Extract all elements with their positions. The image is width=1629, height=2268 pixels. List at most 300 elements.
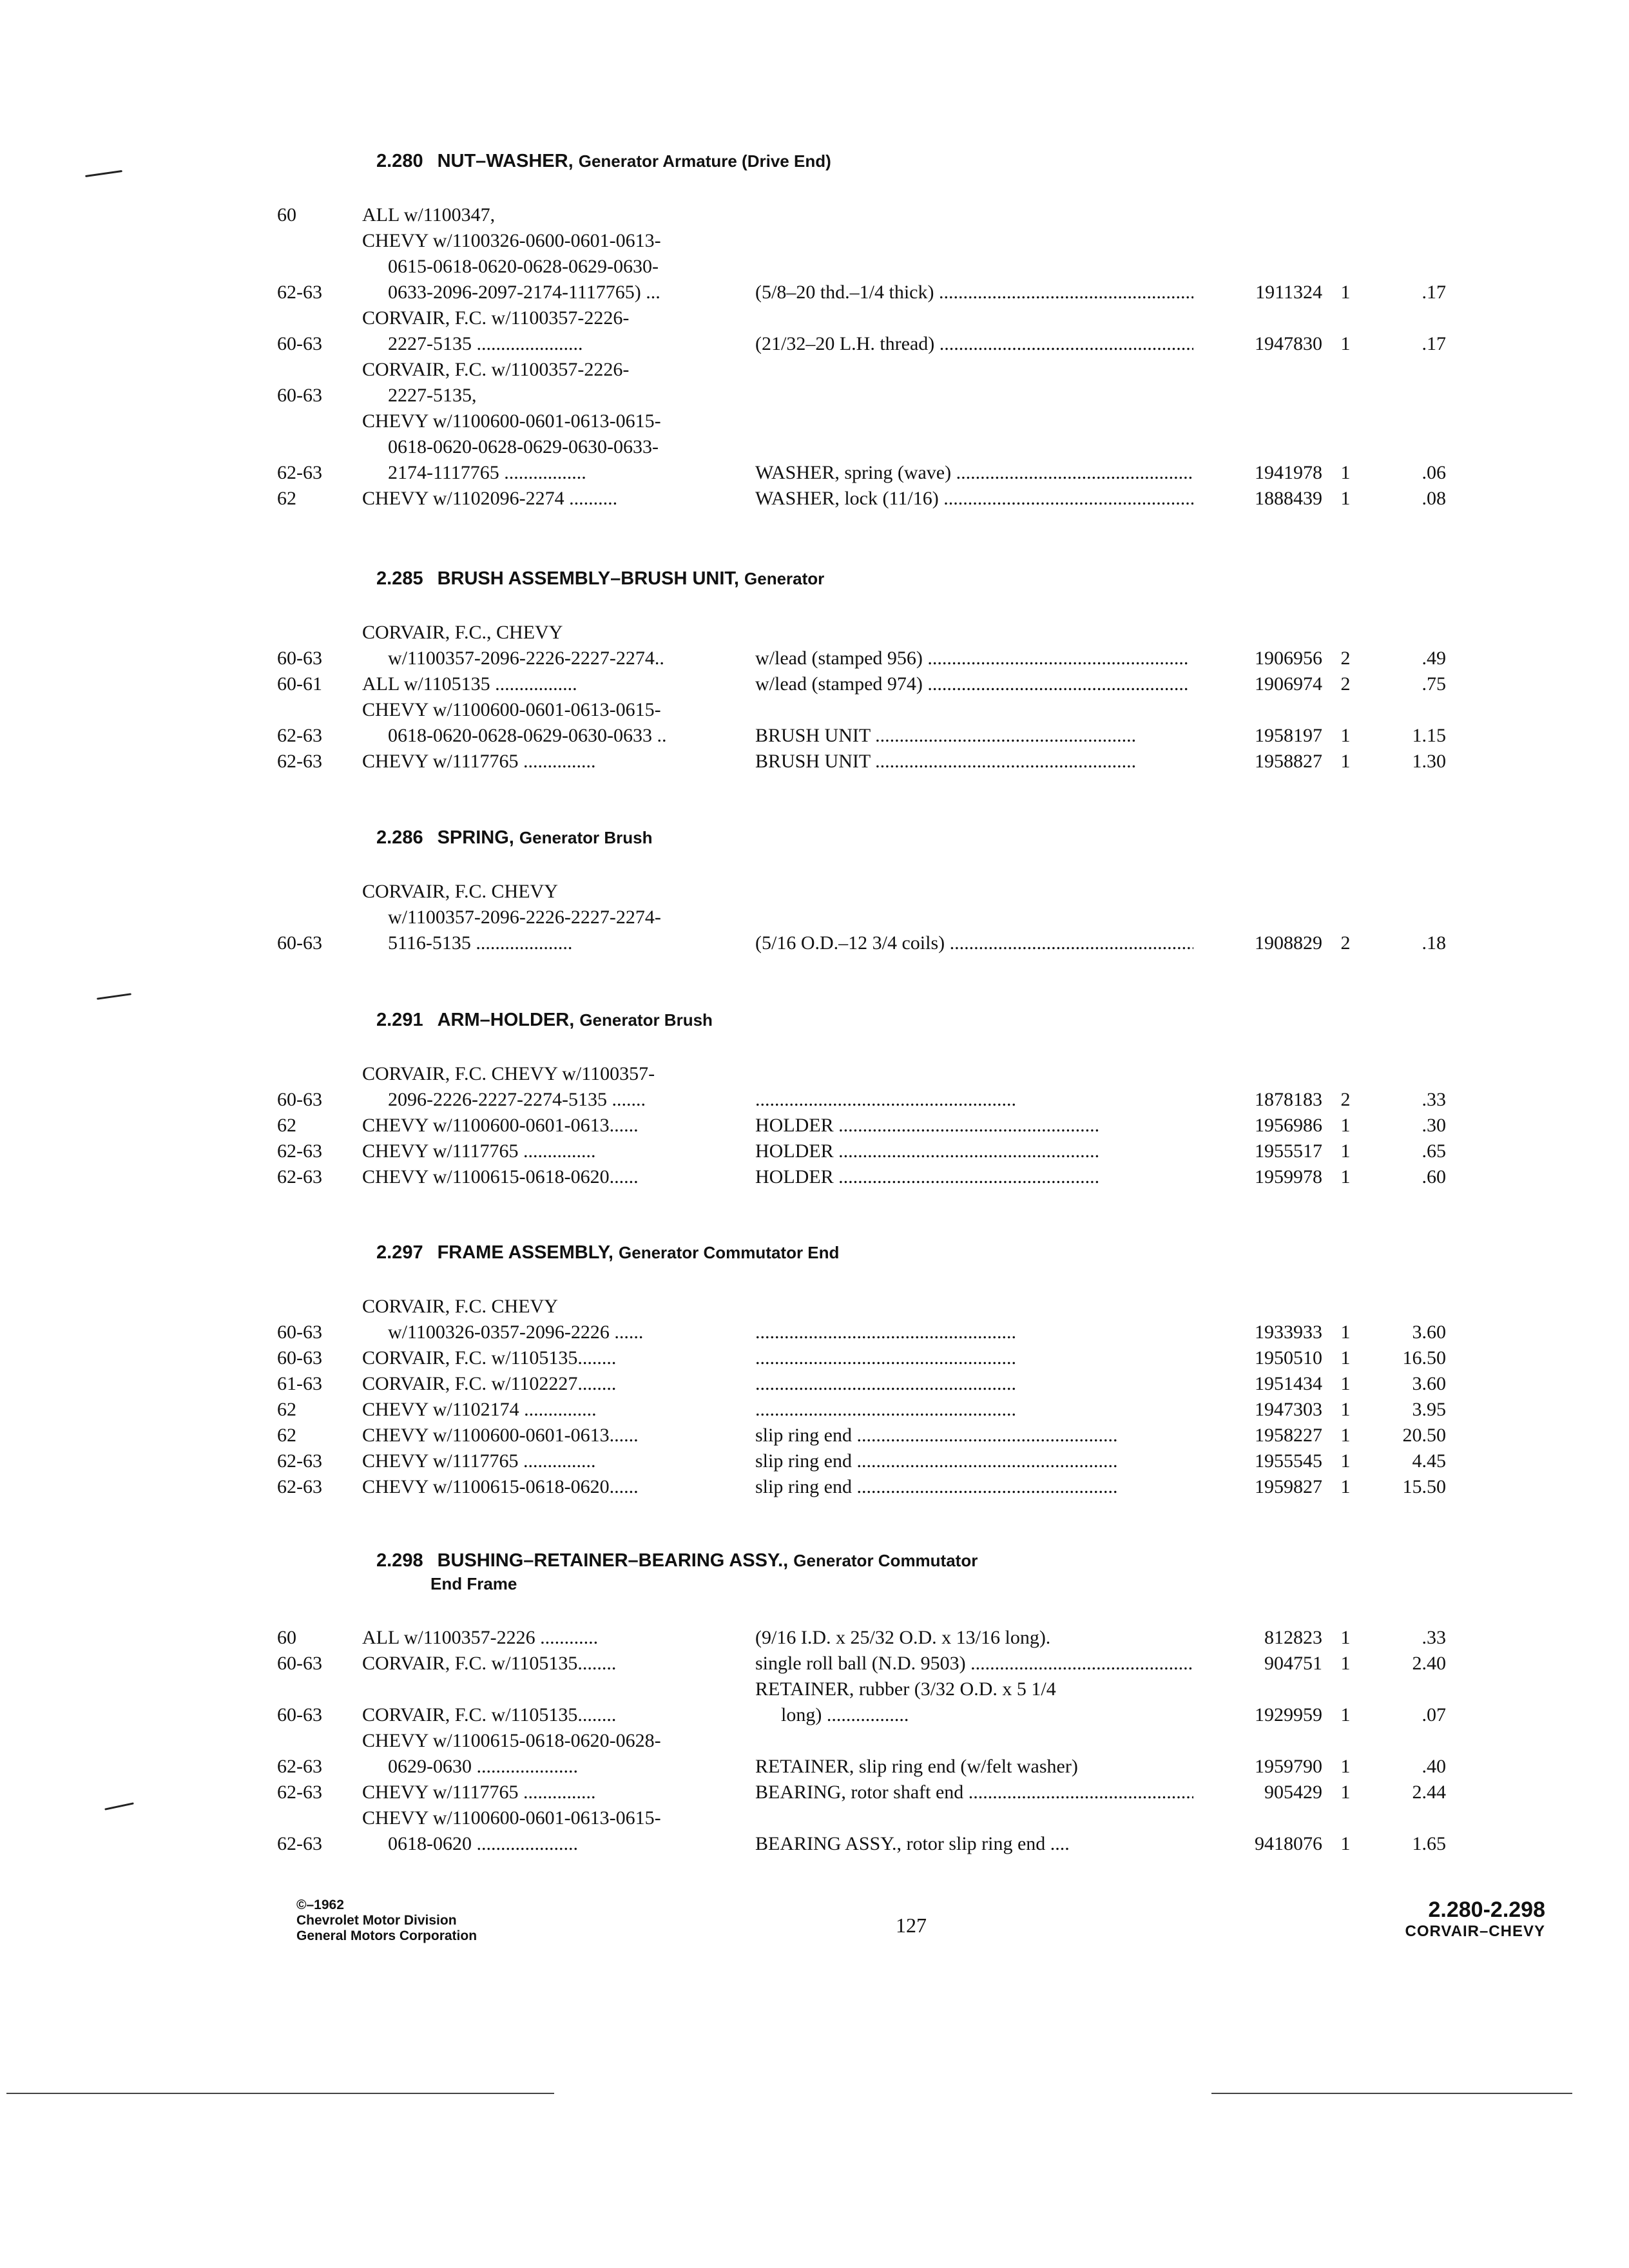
table-row [277, 1294, 1534, 1345]
description-text: (9/16 I.D. x 25/32 O.D. x 13/16 long). [755, 1627, 1051, 1648]
parts-table [277, 1294, 1534, 1500]
model-years: 60-63 [277, 333, 322, 354]
table-row [277, 486, 1534, 512]
model-years: 62-63 [277, 1782, 322, 1803]
application [362, 408, 755, 486]
application [362, 1805, 755, 1857]
description-text [755, 1397, 1193, 1423]
page-number: 127 [896, 1914, 927, 1937]
part-number: 9418076 [1255, 1833, 1322, 1854]
application-line: 2227-5135 ...................... [388, 333, 583, 354]
table-row [277, 1061, 1534, 1113]
model-years: 62 [277, 1115, 296, 1136]
section-subtitle: Generator Brush [519, 828, 653, 847]
quantity: 2 [1340, 932, 1351, 954]
application-line: ALL w/1100357-2226 ............ [362, 1627, 599, 1648]
description-text: HOLDER ..... [755, 1113, 1193, 1139]
price: 16.50 [1402, 1347, 1446, 1369]
description [755, 1113, 1206, 1139]
part-number: 1959827 [1255, 1476, 1322, 1497]
description-text: slip ring end ..... [755, 1474, 1193, 1500]
section-subtitle-continued: End Frame [430, 1574, 517, 1593]
model-years: 62-63 [277, 282, 322, 303]
application-line: CHEVY w/1100600-0601-0613-0615- [362, 699, 661, 720]
part-number: 1950510 [1255, 1347, 1322, 1369]
description-text: (5/16 O.D.–12 3/4 coils) ..... [755, 930, 1193, 956]
application [362, 1780, 755, 1805]
description [755, 1371, 1206, 1397]
application-line: CHEVY w/1102174 ............... [362, 1399, 597, 1420]
model-years: 62-63 [277, 1140, 322, 1162]
description [755, 930, 1206, 956]
description [755, 1397, 1206, 1423]
table-row [277, 202, 1534, 228]
description-text [755, 1087, 1193, 1113]
part-number: 1906956 [1255, 648, 1322, 669]
catalog-section [277, 567, 1534, 774]
model-years: 60 [277, 204, 296, 226]
quantity: 1 [1340, 1140, 1351, 1162]
part-number: 905429 [1264, 1782, 1322, 1803]
description [755, 486, 1206, 512]
section-number: 2.298 [376, 1550, 423, 1571]
part-number: 1947830 [1255, 333, 1322, 354]
application [362, 202, 755, 228]
model-years: 62 [277, 1425, 296, 1446]
model-years: 60-61 [277, 673, 322, 695]
margin-mark-middle [97, 993, 131, 999]
quantity: 1 [1340, 1833, 1351, 1854]
price: 3.60 [1412, 1321, 1446, 1343]
price: 3.60 [1412, 1373, 1446, 1394]
application [362, 1423, 755, 1448]
description-line: RETAINER, rubber (3/32 O.D. x 5 1/4 [755, 1678, 1056, 1700]
table-row [277, 749, 1534, 774]
application-line: CHEVY w/1117765 ............... [362, 1782, 596, 1803]
description-text: single roll ball (N.D. 9503) ..... [755, 1651, 1193, 1677]
price: 1.30 [1412, 751, 1446, 772]
application-line: 2096-2226-2227-2274-5135 ....... [388, 1089, 646, 1110]
description [755, 1651, 1206, 1677]
description [755, 1423, 1206, 1448]
description-text [755, 1320, 1193, 1345]
quantity: 1 [1340, 1627, 1351, 1648]
description-text: slip ring end ..... [755, 1448, 1193, 1474]
section-number: 2.286 [376, 827, 423, 848]
price: .33 [1422, 1089, 1446, 1110]
copyright-line: Chevrolet Motor Division [296, 1913, 457, 1928]
model-years: 62-63 [277, 725, 322, 746]
description [755, 1087, 1206, 1113]
description-text: w/lead (stamped 974) ..... [755, 671, 1193, 697]
application-line: CHEVY w/1100600-0601-0613-0615- [362, 1807, 661, 1829]
application-line: ALL w/1100347, [362, 204, 496, 226]
model-years: 60-63 [277, 1653, 322, 1674]
application [362, 620, 755, 671]
description [755, 1831, 1206, 1857]
application-line: w/1100357-2096-2226-2227-2274.. [388, 648, 664, 669]
part-number: 1929959 [1255, 1704, 1322, 1725]
application [362, 1113, 755, 1139]
application [362, 1345, 755, 1371]
model-years: 60-63 [277, 1321, 322, 1343]
application [362, 1061, 755, 1113]
application [362, 305, 755, 357]
table-row [277, 1805, 1534, 1857]
part-number: 1958827 [1255, 751, 1322, 772]
description [755, 749, 1206, 774]
description-text: BRUSH UNIT ..... [755, 723, 1193, 749]
quantity: 1 [1340, 1756, 1351, 1777]
quantity: 1 [1340, 462, 1351, 483]
catalog-section [277, 1549, 1534, 1857]
table-row [277, 1677, 1534, 1728]
price: .17 [1422, 333, 1446, 354]
catalog-section [277, 826, 1534, 956]
quantity: 1 [1340, 1373, 1351, 1394]
description-text: RETAINER, slip ring end (w/felt washer) [755, 1756, 1078, 1777]
application-line: CORVAIR, F.C. w/1102227........ [362, 1373, 617, 1394]
description-text: BEARING, rotor shaft end ..... [755, 1780, 1193, 1805]
margin-mark-bottom [104, 1802, 134, 1810]
application-line: 0615-0618-0620-0628-0629-0630- [388, 256, 659, 277]
section-title: BUSHING–RETAINER–BEARING ASSY., [437, 1550, 789, 1571]
description [755, 460, 1206, 486]
application-line: CORVAIR, F.C. w/1100357-2226- [362, 307, 630, 329]
description-text: slip ring end ..... [755, 1423, 1193, 1448]
description [755, 1448, 1206, 1474]
model-years: 62-63 [277, 1476, 322, 1497]
application [362, 228, 755, 305]
application [362, 1625, 755, 1651]
application [362, 1728, 755, 1780]
description [755, 723, 1206, 749]
part-number: 1908829 [1255, 932, 1322, 954]
part-number: 1955545 [1255, 1450, 1322, 1472]
application [362, 749, 755, 774]
description [755, 1164, 1206, 1190]
application-line: 0618-0620 ..................... [388, 1833, 578, 1854]
part-number: 1956986 [1255, 1115, 1322, 1136]
part-number: 1878183 [1255, 1089, 1322, 1110]
description [755, 671, 1206, 697]
application-line: w/1100357-2096-2226-2227-2274- [388, 907, 661, 928]
quantity: 1 [1340, 1782, 1351, 1803]
application [362, 1448, 755, 1474]
description-text: WASHER, lock (11/16) ..... [755, 486, 1193, 512]
price: .33 [1422, 1627, 1446, 1648]
application-line: CORVAIR, F.C. CHEVY w/1100357- [362, 1063, 655, 1084]
section-number: 2.291 [376, 1010, 423, 1030]
application-line: CHEVY w/1100600-0601-0613...... [362, 1115, 639, 1136]
price: .49 [1422, 648, 1446, 669]
price: 15.50 [1402, 1476, 1446, 1497]
quantity: 1 [1340, 282, 1351, 303]
quantity: 1 [1340, 1450, 1351, 1472]
part-number: 1947303 [1255, 1399, 1322, 1420]
table-row [277, 1728, 1534, 1780]
quantity: 1 [1340, 1321, 1351, 1343]
description [755, 1345, 1206, 1371]
table-row [277, 1397, 1534, 1423]
table-row [277, 697, 1534, 749]
part-number: 904751 [1264, 1653, 1322, 1674]
section-heading [376, 826, 1534, 849]
description-text: BEARING ASSY., rotor slip ring end .... [755, 1833, 1070, 1854]
table-row [277, 1474, 1534, 1500]
part-number: 1951434 [1255, 1373, 1322, 1394]
model-years: 60-63 [277, 648, 322, 669]
application-line: 5116-5135 .................... [388, 932, 573, 954]
table-row [277, 1371, 1534, 1397]
application [362, 1139, 755, 1164]
table-row [277, 671, 1534, 697]
application [362, 1474, 755, 1500]
part-number: 812823 [1264, 1627, 1322, 1648]
table-row [277, 1423, 1534, 1448]
price: 2.44 [1412, 1782, 1446, 1803]
table-row [277, 408, 1534, 486]
price: .08 [1422, 488, 1446, 509]
section-title: ARM–HOLDER, [437, 1010, 575, 1030]
model-label: CORVAIR–CHEVY [1405, 1923, 1545, 1940]
section-number: 2.297 [376, 1242, 423, 1263]
application [362, 1397, 755, 1423]
price: 1.15 [1412, 725, 1446, 746]
application-line: 0629-0630 ..................... [388, 1756, 578, 1777]
table-row [277, 1113, 1534, 1139]
application-line: CHEVY w/1102096-2274 .......... [362, 488, 618, 509]
quantity: 1 [1340, 1653, 1351, 1674]
quantity: 1 [1340, 725, 1351, 746]
description-line: long) ................. [781, 1704, 909, 1725]
price: .65 [1422, 1140, 1446, 1162]
part-number: 1941978 [1255, 462, 1322, 483]
application-line: CHEVY w/1100326-0600-0601-0613- [362, 230, 661, 251]
section-title: FRAME ASSEMBLY, [437, 1242, 613, 1263]
application [362, 357, 755, 408]
description [755, 646, 1206, 671]
price: .07 [1422, 1704, 1446, 1725]
application-line: CHEVY w/1100600-0601-0613...... [362, 1425, 639, 1446]
part-number: 1959978 [1255, 1166, 1322, 1187]
table-row [277, 1164, 1534, 1190]
model-years: 60-63 [277, 1089, 322, 1110]
model-years: 62 [277, 1399, 296, 1420]
table-row [277, 228, 1534, 305]
application-line: CORVAIR, F.C. CHEVY [362, 881, 558, 902]
catalog-section [277, 149, 1534, 512]
description-text: BRUSH UNIT ..... [755, 749, 1193, 774]
model-years: 60-63 [277, 1347, 322, 1369]
price: .75 [1422, 673, 1446, 695]
part-number: 1933933 [1255, 1321, 1322, 1343]
model-years: 62-63 [277, 462, 322, 483]
section-title: SPRING, [437, 827, 514, 848]
description [755, 331, 1206, 357]
table-row [277, 305, 1534, 357]
quantity: 1 [1340, 1425, 1351, 1446]
part-number: 1888439 [1255, 488, 1322, 509]
quantity: 2 [1340, 1089, 1351, 1110]
application-line: w/1100326-0357-2096-2226 ...... [388, 1321, 644, 1343]
parts-table [277, 1625, 1534, 1857]
description-text [755, 1371, 1193, 1397]
model-years: 60 [277, 1627, 296, 1648]
section-subtitle: Generator Armature (Drive End) [578, 151, 831, 171]
price: .18 [1422, 932, 1446, 954]
quantity: 1 [1340, 1476, 1351, 1497]
application-line: ALL w/1105135 ................. [362, 673, 577, 695]
section-heading [376, 149, 1534, 173]
part-number: 1906974 [1255, 673, 1322, 695]
table-row [277, 879, 1534, 956]
application [362, 486, 755, 512]
model-years: 62 [277, 488, 296, 509]
application [362, 671, 755, 697]
quantity: 1 [1340, 488, 1351, 509]
application-line: CORVAIR, F.C. CHEVY [362, 1296, 558, 1317]
application-line: CORVAIR, F.C. w/1105135........ [362, 1347, 617, 1369]
price: .60 [1422, 1166, 1446, 1187]
application-line: 2227-5135, [388, 385, 477, 406]
application-line: CHEVY w/1100600-0601-0613-0615- [362, 410, 661, 432]
quantity: 1 [1340, 333, 1351, 354]
application-line: CHEVY w/1100615-0618-0620...... [362, 1166, 639, 1187]
application [362, 1651, 755, 1677]
description-text: w/lead (stamped 956) ..... [755, 646, 1193, 671]
description-text: WASHER, spring (wave) ..... [755, 460, 1193, 486]
quantity: 1 [1340, 1399, 1351, 1420]
part-number: 1958197 [1255, 725, 1322, 746]
table-row [277, 1345, 1534, 1371]
application [362, 879, 755, 956]
application-line: 0618-0620-0628-0629-0630-0633 .. [388, 725, 667, 746]
description-text: (5/8–20 thd.–1/4 thick) ..... [755, 280, 1193, 305]
part-number: 1955517 [1255, 1140, 1322, 1162]
description [755, 1320, 1206, 1345]
table-row [277, 357, 1534, 408]
application-line: CHEVY w/1117765 ............... [362, 751, 596, 772]
model-years: 62-63 [277, 751, 322, 772]
quantity: 1 [1340, 1704, 1351, 1725]
section-heading [376, 1549, 1534, 1595]
application [362, 1702, 755, 1728]
price: 1.65 [1412, 1833, 1446, 1854]
table-row [277, 1139, 1534, 1164]
section-title: NUT–WASHER, [437, 151, 574, 171]
description-text: (21/32–20 L.H. thread) ..... [755, 331, 1193, 357]
application-line: CHEVY w/1100615-0618-0620...... [362, 1476, 639, 1497]
model-years: 62-63 [277, 1833, 322, 1854]
model-years: 62-63 [277, 1450, 322, 1472]
description-text [755, 1345, 1193, 1371]
part-number: 1959790 [1255, 1756, 1322, 1777]
quantity: 1 [1340, 1166, 1351, 1187]
quantity: 2 [1340, 673, 1351, 695]
section-subtitle: Generator Brush [579, 1010, 713, 1030]
application [362, 1164, 755, 1190]
price: .40 [1422, 1756, 1446, 1777]
page-edge-rule-right [1211, 2093, 1572, 2094]
application-line: CHEVY w/1100615-0618-0620-0628- [362, 1730, 661, 1751]
price: 2.40 [1412, 1653, 1446, 1674]
description [755, 1474, 1206, 1500]
copyright-line: General Motors Corporation [296, 1928, 477, 1943]
application-line: 0618-0620-0628-0629-0630-0633- [388, 436, 659, 457]
model-years: 60-63 [277, 1704, 322, 1725]
application-line: CHEVY w/1117765 ............... [362, 1450, 596, 1472]
price: 20.50 [1402, 1425, 1446, 1446]
table-row [277, 1780, 1534, 1805]
model-years: 62-63 [277, 1756, 322, 1777]
price: .17 [1422, 282, 1446, 303]
parts-table [277, 620, 1534, 774]
quantity: 2 [1340, 648, 1351, 669]
application-line: CORVAIR, F.C., CHEVY [362, 622, 563, 643]
page-edge-rule-left [6, 2093, 554, 2094]
application [362, 1294, 755, 1345]
price: 4.45 [1412, 1450, 1446, 1472]
application-line: 2174-1117765 ................. [388, 462, 586, 483]
application-line: CORVAIR, F.C. w/1100357-2226- [362, 359, 630, 380]
margin-mark-top [85, 170, 122, 177]
description [755, 1625, 1206, 1651]
table-row [277, 1448, 1534, 1474]
catalog-section [277, 1008, 1534, 1190]
application [362, 1371, 755, 1397]
description [755, 1139, 1206, 1164]
application-line: CORVAIR, F.C. w/1105135........ [362, 1704, 617, 1725]
section-number: 2.285 [376, 568, 423, 589]
description [755, 280, 1206, 305]
catalog-section [277, 1241, 1534, 1500]
price: 3.95 [1412, 1399, 1446, 1420]
section-subtitle: Generator Commutator End [619, 1243, 840, 1262]
copyright-notice [296, 1898, 477, 1944]
table-row [277, 620, 1534, 671]
price: .30 [1422, 1115, 1446, 1136]
application-line: 0633-2096-2097-2174-1117765) ... [388, 282, 660, 303]
table-row [277, 1651, 1534, 1677]
parts-table [277, 1061, 1534, 1190]
parts-table [277, 879, 1534, 956]
description-text: HOLDER ..... [755, 1139, 1193, 1164]
quantity: 1 [1340, 1347, 1351, 1369]
model-years: 60-63 [277, 932, 322, 954]
model-years: 60-63 [277, 385, 322, 406]
description [755, 1677, 1206, 1728]
description [755, 1754, 1206, 1780]
description-text: HOLDER ..... [755, 1164, 1193, 1190]
section-heading [376, 1241, 1534, 1264]
section-heading [376, 1008, 1534, 1032]
section-number: 2.280 [376, 151, 423, 171]
section-title: BRUSH ASSEMBLY–BRUSH UNIT, [437, 568, 739, 589]
parts-table [277, 202, 1534, 512]
section-heading [376, 567, 1534, 590]
model-years: 61-63 [277, 1373, 322, 1394]
application [362, 697, 755, 749]
section-subtitle: Generator Commutator [793, 1551, 978, 1570]
part-number: 1958227 [1255, 1425, 1322, 1446]
table-row [277, 1625, 1534, 1651]
price: .06 [1422, 462, 1446, 483]
quantity: 1 [1340, 1115, 1351, 1136]
copyright-line: ©–1962 [296, 1898, 344, 1912]
section-subtitle: Generator [744, 569, 825, 588]
model-years: 62-63 [277, 1166, 322, 1187]
